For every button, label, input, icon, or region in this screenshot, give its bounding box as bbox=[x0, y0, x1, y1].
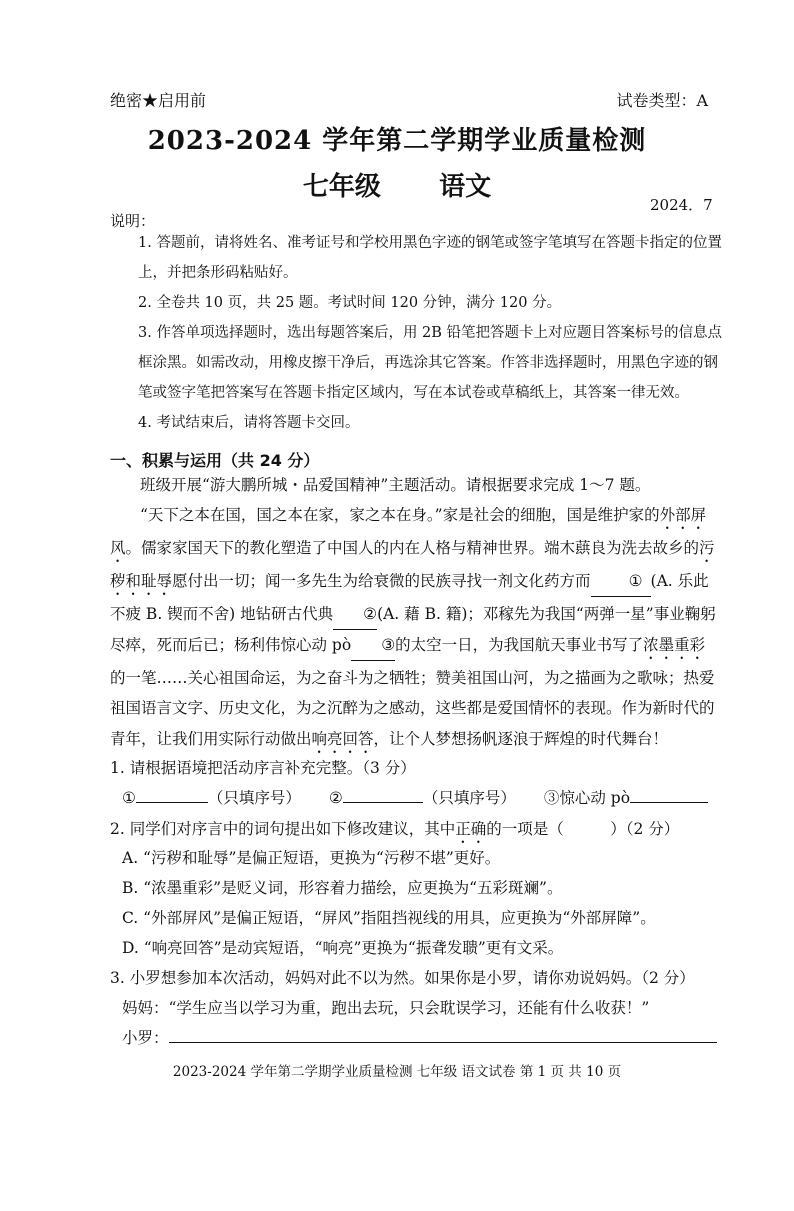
option-a: A. “污秽和耻辱”是偏正短语，更换为“污秽不堪”更好。 bbox=[122, 849, 501, 867]
option-b: B. “浓墨重彩”是贬义词，形容着力描绘，应更换为“五彩斑斓”。 bbox=[122, 879, 563, 897]
answer-1-field[interactable] bbox=[136, 802, 208, 803]
option-d: D. “响亮回答”是动宾短语，“响亮”更换为“振聋发聩”更有文采。 bbox=[122, 939, 564, 957]
answer-2-label: ② bbox=[328, 789, 343, 807]
secret-label: 绝密★启用前 bbox=[110, 91, 207, 110]
question-1-answers bbox=[122, 786, 708, 808]
stem-text: 的一项是（ ）（2 分） bbox=[486, 820, 680, 838]
emphasized-phrase: 外部屏风 bbox=[110, 506, 707, 557]
blank-1: ① bbox=[591, 566, 651, 597]
question-2-stem bbox=[110, 817, 679, 847]
subject-label: 语文 bbox=[439, 172, 492, 202]
mom-quote: 妈妈：“学生应当以学习为重，跑出去玩，只会耽误学习，还能有什么收获！” bbox=[122, 999, 650, 1017]
luo-answer-field[interactable] bbox=[169, 1042, 717, 1043]
emphasized-phrase: 污秽和耻辱 bbox=[110, 539, 715, 590]
preface-text: 的一笔……关心祖国命运，为之奋斗为之牺牲；赞美祖国山河，为之描画为之歌咏；热爱祖国语言文字、历史文化，为之沉醉为之感动，这些都是爱国情怀的表现。作为新时代的青年，让我们用实际行动做出 bbox=[110, 669, 715, 748]
activity-intro: 班级开展“游大鹏所城・品爱国精神”主题活动。请根据要求完成 1～7 题。 bbox=[140, 476, 651, 494]
blank-3: ③ bbox=[351, 630, 395, 661]
exam-date: 2024．7 bbox=[650, 196, 713, 214]
page-footer: 2023-2024 学年第二学期学业质量检测 七年级 语文试卷 第 1 页 共 10 页 bbox=[172, 1064, 622, 1080]
blank-2: ② bbox=[333, 599, 377, 630]
answer-3-field[interactable] bbox=[630, 802, 708, 803]
luo-answer-line bbox=[122, 1026, 717, 1048]
question-1-stem: 1. 请根据语境把活动序言补充完整。（3 分） bbox=[110, 759, 416, 777]
emphasized-phrase: 响亮回答 bbox=[311, 729, 374, 748]
preface-paragraph bbox=[110, 500, 716, 757]
answer-2-field[interactable] bbox=[343, 802, 423, 803]
preface-text: 。儒家家国天下的教化塑造了中国人的内在人格与精神世界。端木蕻良为洗去故乡的 bbox=[125, 539, 700, 557]
preface-text: (A. 乐此不疲 B. 锲而不舍) 地钻研古代典 bbox=[110, 572, 709, 623]
instructions-label: 说明： bbox=[110, 212, 156, 230]
instruction-item: 3. 作答单项选择题时，选出每题答案后，用 2B 铅笔把答题卡上对应题目答案标号的信息点框涂黑。如需改动，用橡皮擦干净后，再选涂其它答案。作答非选择题时，用黑色字迹的钢笔或签字笔把答案写在答题卡指定区域内，写在本试卷或草稿纸上，其答案一律无效。 bbox=[138, 325, 723, 401]
answer-1-label: ① bbox=[122, 789, 136, 807]
exam-title: 2023-2024 学年第二学期学业质量检测 bbox=[147, 126, 647, 156]
preface-text: ，让个人梦想扬帆逐浪于辉煌的时代舞台！ bbox=[373, 729, 669, 748]
section-heading: 一、积累与运用（共 24 分） bbox=[110, 451, 320, 470]
instruction-item: 4. 考试结束后，请将答题卡交回。 bbox=[138, 415, 360, 431]
emphasized-word: 正确 bbox=[455, 820, 487, 838]
instruction-item: 2. 全卷共 10 页，共 25 题。考试时间 120 分钟，满分 120 分。 bbox=[138, 295, 562, 311]
emphasized-phrase: 浓墨重彩 bbox=[643, 636, 706, 655]
stem-text: 2. 同学们对序言中的词句提出如下修改建议，其中 bbox=[110, 820, 456, 838]
answer-1-hint: （只填序号） bbox=[207, 789, 301, 807]
preface-text: (A. 藉 B. 籍)；邓稼先为我国“两弹一星”事业鞠躬尽瘁，死而后已；杨利伟惊心动 pò bbox=[110, 605, 716, 655]
question-3-stem: 3. 小罗想参加本次活动，妈妈对此不以为然。如果你是小罗，请你劝说妈妈。（2 分） bbox=[110, 969, 695, 987]
grade-label: 七年级 bbox=[302, 172, 381, 202]
option-c: C. “外部屏风”是偏正短语，“屏风”指阻挡视线的用具，应更换为“外部屏障”。 bbox=[122, 909, 656, 927]
answer-2-hint: （只填序号） bbox=[422, 789, 516, 807]
preface-text: 愿付出一切；闻一多先生为给衰微的民族寻找一剂文化药方而 bbox=[172, 572, 591, 590]
instruction-item: 1. 答题前，请将姓名、准考证号和学校用黑色字迹的钢笔或签字笔填写在答题卡指定的位置上，并把条形码粘贴好。 bbox=[138, 235, 722, 281]
preface-text: 的太空一日，为我国航天事业书写了 bbox=[395, 636, 644, 655]
luo-label: 小罗： bbox=[122, 1029, 169, 1047]
answer-3-label: ③惊心动 pò bbox=[543, 789, 631, 807]
preface-text: “天下之本在国，国之本在家，家之本在身。”家是社会的细胞，国是维护家的 bbox=[140, 506, 660, 524]
paper-type-label: 试卷类型：A bbox=[616, 91, 708, 110]
